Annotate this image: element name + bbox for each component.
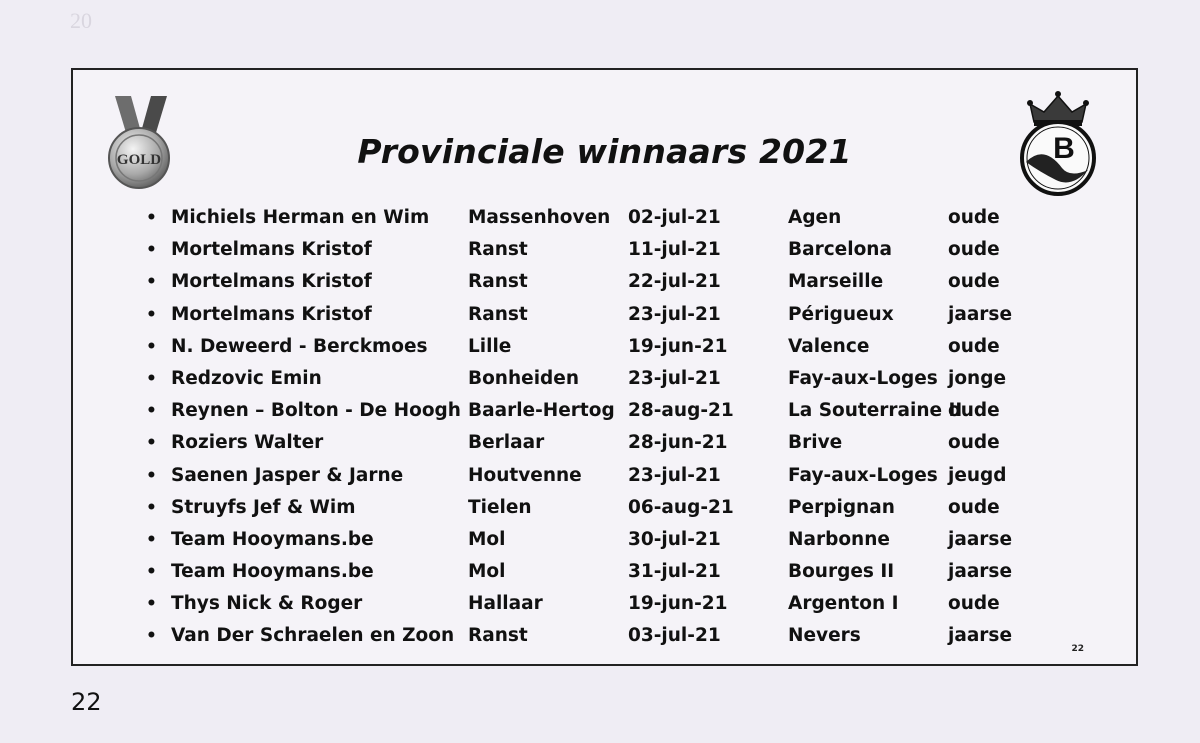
winner-place: Ranst	[468, 271, 528, 293]
race-name: Fay-aux-Loges	[788, 464, 938, 486]
winner-place: Massenhoven	[468, 207, 611, 228]
winner-place: Baarle-Hertog	[468, 400, 615, 422]
pigeon-category: oude	[948, 400, 1000, 422]
race-date: 23-jul-21	[628, 367, 721, 389]
bullet-icon: •	[146, 529, 157, 550]
race-date: 23-jul-21	[628, 464, 721, 486]
winner-name: Mortelmans Kristof	[171, 303, 372, 325]
bullet-icon: •	[146, 626, 157, 647]
winner-name: Reynen – Bolton - De Hoogh	[171, 400, 461, 422]
race-name: Narbonne	[788, 528, 890, 550]
race-name: Barcelona	[788, 239, 892, 261]
winner-name: Redzovic Emin	[171, 367, 322, 389]
winner-name: Roziers Walter	[171, 432, 324, 454]
bullet-icon: •	[146, 433, 157, 454]
race-date: 03-jul-21	[628, 625, 721, 647]
bullet-icon: •	[146, 401, 157, 422]
winner-place: Hallaar	[468, 593, 543, 615]
slide	[71, 68, 1138, 666]
pigeon-category: jaarse	[948, 625, 1012, 647]
race-name: Perpignan	[788, 496, 895, 518]
pigeon-category: oude	[948, 207, 1000, 228]
race-name: Fay-aux-Loges	[788, 367, 938, 389]
winner-name: Thys Nick & Roger	[171, 593, 363, 615]
pigeon-category: jaarse	[948, 528, 1012, 550]
race-date: 06-aug-21	[628, 496, 734, 518]
race-date: 19-jun-21	[628, 335, 728, 357]
bullet-icon: •	[146, 208, 157, 228]
slide-title: Provinciale winnaars 2021	[357, 132, 852, 171]
pigeon-category: oude	[948, 335, 1000, 357]
medal-label: GOLD	[116, 152, 162, 168]
pigeon-category: jonge	[948, 367, 1007, 389]
race-date: 11-jul-21	[628, 239, 721, 261]
bullet-icon: •	[146, 368, 157, 389]
pigeon-category: oude	[948, 239, 1000, 261]
winner-place: Houtvenne	[468, 464, 582, 486]
winner-place: Ranst	[468, 303, 528, 325]
page-number: 22	[71, 688, 102, 716]
ghost-page-number: 20	[70, 8, 92, 33]
winner-name: Team Hooymans.be	[171, 561, 374, 583]
bullet-icon: •	[146, 240, 157, 261]
race-date: 31-jul-21	[628, 561, 721, 583]
race-date: 02-jul-21	[628, 207, 721, 228]
pigeon-category: jeugd	[948, 464, 1007, 486]
race-name: Marseille	[788, 271, 884, 293]
race-date: 28-jun-21	[628, 432, 728, 454]
winner-place: Ranst	[468, 625, 528, 647]
winner-place: Bonheiden	[468, 367, 579, 389]
pigeon-category: jaarse	[948, 561, 1012, 583]
winner-name: Struyfs Jef & Wim	[171, 496, 356, 518]
race-name: Nevers	[788, 625, 861, 647]
winner-name: Van Der Schraelen en Zoon	[171, 625, 455, 647]
race-name: La Souterraine II	[788, 400, 963, 422]
winner-name: Michiels Herman en Wim	[171, 207, 430, 228]
club-logo-letter: B	[1053, 132, 1075, 165]
pigeon-category: jaarse	[948, 303, 1012, 325]
race-date: 30-jul-21	[628, 528, 721, 550]
winner-place: Mol	[468, 561, 506, 583]
winner-place: Lille	[468, 335, 512, 357]
winner-place: Mol	[468, 528, 506, 550]
bullet-icon: •	[146, 497, 157, 518]
winner-name: Team Hooymans.be	[171, 528, 374, 550]
winner-place: Ranst	[468, 239, 528, 261]
race-date: 19-jun-21	[628, 593, 728, 615]
bullet-icon: •	[146, 594, 157, 615]
winner-place: Tielen	[468, 496, 532, 518]
winner-name: Mortelmans Kristof	[171, 239, 372, 261]
pigeon-category: oude	[948, 432, 1000, 454]
bullet-icon: •	[146, 336, 157, 357]
race-date: 22-jul-21	[628, 271, 721, 293]
winner-name: Mortelmans Kristof	[171, 271, 372, 293]
race-name: Bourges II	[788, 561, 895, 583]
slide-number: 22	[1071, 644, 1084, 654]
pigeon-category: oude	[948, 496, 1000, 518]
bullet-icon: •	[146, 304, 157, 325]
bullet-icon: •	[146, 562, 157, 583]
winner-name: N. Deweerd - Berckmoes	[171, 335, 428, 357]
bullet-icon: •	[146, 272, 157, 293]
pigeon-category: oude	[948, 271, 1000, 293]
race-name: Argenton I	[788, 593, 899, 615]
winner-name: Saenen Jasper & Jarne	[171, 464, 404, 486]
race-name: Agen	[788, 207, 842, 228]
race-name: Brive	[788, 432, 843, 454]
winner-place: Berlaar	[468, 432, 545, 454]
race-date: 28-aug-21	[628, 400, 734, 422]
bullet-icon: •	[146, 465, 157, 486]
pigeon-category: oude	[948, 593, 1000, 615]
race-date: 23-jul-21	[628, 303, 721, 325]
race-name: Valence	[788, 335, 870, 357]
race-name: Périgueux	[788, 303, 894, 325]
